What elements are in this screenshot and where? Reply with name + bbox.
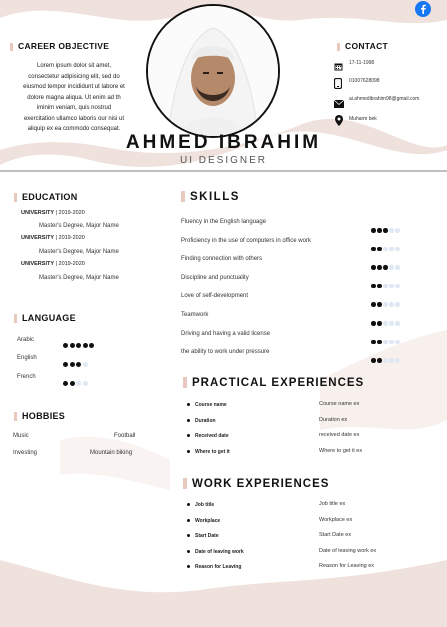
rating-dot-empty [83,362,88,367]
bullet-icon [187,403,190,406]
skill-rating [371,220,401,238]
rating-dot-empty [389,284,394,289]
experience-label-text: Where to get it [195,448,230,455]
career-objective-text [0,61,148,135]
skill-name: Driving and having a valid license [181,330,271,337]
rating-dot-empty [83,381,88,386]
experience-label-text: Workplace [195,517,221,524]
rating-dot-filled [63,343,68,348]
skill-name: Teamwork [181,312,209,318]
bullet-icon [187,419,190,422]
rating-dot-filled [371,284,376,289]
experience-value: Workplace ex [319,516,353,523]
skill-name: Finding connection with others [181,256,263,263]
objective-line: exercitation ullamco laboris our nisi ut [23,115,125,122]
rating-dot-filled [377,302,382,307]
rating-dot-filled [371,302,376,307]
experience-label [187,549,244,555]
rating-dot-empty [383,321,388,326]
envelope-icon [334,95,344,105]
language-name: Arabic [17,337,35,343]
experience-value: Date of leaving work ex [319,547,377,554]
skill-name: Fluency in the English language [181,219,267,225]
experience-label [187,402,227,408]
rating-dot-filled [371,340,376,345]
phone-icon [334,76,344,86]
rating-dot-empty [395,247,400,252]
skill-name: the ability to work under pressure [181,349,270,356]
rating-dot-empty [383,284,388,289]
rating-dot-empty [389,247,394,252]
bullet-icon [187,503,190,506]
work-title: WORK EXPERIENCES [183,478,329,490]
language-name: English [17,355,37,361]
experience-label-text: Date of leaving work [195,548,244,555]
experience-label-text: Reason for Leaving [195,564,242,570]
skill-rating [371,238,401,256]
experience-label-text: Duration [195,417,216,424]
education-years: | 2019-2020 [55,210,85,216]
bullet-icon [187,434,190,437]
experience-label-text: Job title [195,502,215,508]
language-rating [63,354,89,372]
hobby-item: Mountain biking [90,450,133,456]
experience-label [187,418,216,424]
skill-rating [371,350,401,368]
hobbies-title: HOBBIES [14,411,65,421]
education-degree: Master's Degree, Major Name [39,249,119,255]
rating-dot-filled [377,284,382,289]
rating-dot-filled [63,362,68,367]
education-entry [21,210,85,216]
rating-dot-empty [395,265,400,270]
rating-dot-filled [76,343,81,348]
hobby-item: Football [114,433,136,439]
contact-phone[interactable]: 01007628098 [349,78,380,84]
skill-rating [371,257,401,275]
contact-title: CONTACT [337,41,388,51]
rating-dot-empty [389,321,394,326]
experience-value: Where to get it ex [319,447,363,454]
rating-dot-filled [377,358,382,363]
experience-label [187,518,220,524]
rating-dot-filled [371,247,376,252]
bullet-icon [187,450,190,453]
rating-dot-empty [389,340,394,345]
education-years: | 2019-2020 [55,235,85,241]
objective-line: iminim veniam, quis nostrud [36,105,112,111]
education-degree: Master's Degree, Major Name [39,223,119,229]
rating-dot-filled [70,362,75,367]
rating-dot-empty [389,302,394,307]
rating-dot-filled [371,321,376,326]
rating-dot-filled [377,340,382,345]
rating-dot-empty [395,321,400,326]
skill-name: Discipline and punctuality [181,274,249,281]
language-name: French [17,374,36,380]
education-school: UNIVERSITY [21,261,55,267]
rating-dot-filled [76,362,81,367]
rating-dot-filled [377,228,382,233]
rating-dot-filled [377,265,382,270]
experience-label-text: Received date [195,433,229,439]
hobby-item: Investing [13,450,38,456]
calendar-icon [334,58,344,68]
contact-email[interactable]: ai.ahmedibrahim98@gmail.com [349,96,420,102]
rating-dot-filled [383,265,388,270]
education-entry [21,235,85,241]
person-name: AHMED IBRAHIM [125,132,322,153]
education-degree: Master's Degree, Major Name [39,275,119,281]
education-entry [21,261,85,267]
hobby-item: Music [13,433,29,439]
rating-dot-empty [395,340,400,345]
skill-name: Proficiency in the use of computers in office work [181,237,311,244]
contact-birthdate: 17-11-1998 [349,60,375,66]
rating-dot-empty [383,340,388,345]
rating-dot-filled [371,358,376,363]
experience-label-text: Course name [195,402,227,408]
rating-dot-empty [389,358,394,363]
skill-rating [371,275,401,293]
objective-line: dolore magna aliqua. Ut enim ad th [27,94,121,101]
experience-value: Job title ex [319,501,346,507]
profile-photo [146,4,280,138]
person-role: UI DESIGNER [179,155,267,166]
education-school: UNIVERSITY [21,235,55,241]
objective-line: aliquip ex ea commodo consequat. [27,126,121,132]
skill-name: Love of self-development [181,293,249,300]
skill-rating [371,331,401,349]
language-title: LANGUAGE [14,313,76,323]
rating-dot-filled [377,247,382,252]
rating-dot-empty [395,302,400,307]
rating-dot-empty [395,284,400,289]
education-school: UNIVERSITY [21,210,55,216]
experience-label [187,433,229,439]
rating-dot-filled [371,228,376,233]
bullet-icon [187,534,190,537]
rating-dot-empty [76,381,81,386]
rating-dot-filled [63,381,68,386]
facebook-icon[interactable] [415,1,431,17]
skill-rating [371,313,401,331]
rating-dot-empty [389,228,394,233]
rating-dot-filled [383,228,388,233]
skills-title: SKILLS [181,191,240,203]
experience-value: Reason for Leaving ex [319,563,375,569]
experience-label [187,564,241,570]
rating-dot-filled [70,343,75,348]
rating-dot-empty [383,358,388,363]
experience-label-text: Start Date [195,533,219,539]
rating-dot-empty [383,247,388,252]
rating-dot-filled [377,321,382,326]
location-pin-icon [335,113,345,123]
rating-dot-empty [395,358,400,363]
objective-line: eiusmod tempor incididunt ut labore et [23,84,125,90]
experience-label [187,449,230,455]
experience-value: Duration ex [319,416,348,423]
rating-dot-empty [383,302,388,307]
rating-dot-filled [70,381,75,386]
language-rating [63,373,89,391]
rating-dot-empty [389,265,394,270]
bullet-icon [187,550,190,553]
career-objective-title: CAREER OBJECTIVE [10,41,109,51]
bullet-icon [187,519,190,522]
objective-line: Lorem ipsum dolor sit amet, [36,63,112,69]
experience-value: Start Date ex [319,532,352,538]
bullet-icon [187,565,190,568]
experience-value: Course name ex [319,401,360,407]
rating-dot-filled [83,343,88,348]
contact-location: Muharm bek [349,116,377,122]
experience-value: received date ex [319,432,360,438]
objective-line: consectetur adipisicing elit, sed do [28,73,120,80]
rating-dot-filled [371,265,376,270]
rating-dot-empty [395,228,400,233]
language-rating [63,335,96,353]
skill-rating [371,294,401,312]
practical-title: PRACTICAL EXPERIENCES [183,377,364,389]
education-years: | 2019-2020 [55,261,85,267]
rating-dot-filled [89,343,94,348]
education-title: EDUCATION [14,192,78,202]
experience-label [187,533,219,539]
experience-label [187,502,214,508]
